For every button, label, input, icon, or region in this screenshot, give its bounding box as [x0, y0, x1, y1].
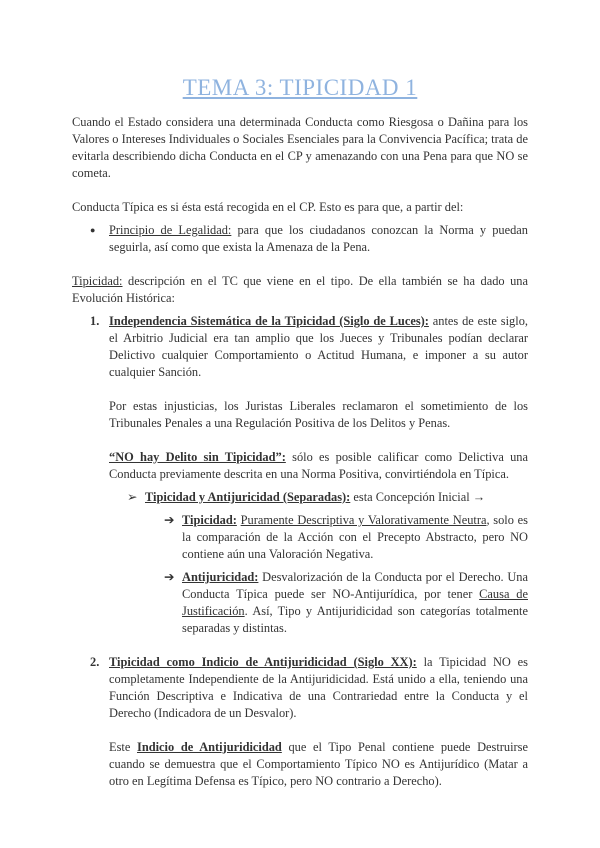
arrowhead-bullet-icon: ➢	[127, 490, 138, 504]
nodelito-term: “NO hay Delito sin Tipicidad”:	[109, 450, 286, 464]
tipicidad-sub-term: Tipicidad:	[182, 513, 237, 527]
item1-text: antes de este siglo, el Arbitrio Judicial era tan amplio que los Jueces y Tribunales podían declarar Delictivo cualquier Comportamiento o Actitud Humana, e imponer a su autor cualquier Sanción.	[109, 314, 528, 379]
tipicidad-definition	[72, 273, 528, 307]
tipicidad-sub-text: , solo es la comparación de la Acción con el Precepto Abstracto, pero NO contiene aún una Valoración Negativa.	[182, 513, 528, 561]
item2-term: Tipicidad como Indicio de Antijuridicidad (Siglo XX):	[109, 655, 417, 669]
principio-legalidad-text: para que los ciudadanos conozcan la Norma y puedan seguirla, así como que exista la Amenaza de la Pena.	[109, 223, 528, 254]
antijuricidad-text1: Desvalorización de la Conducta por el Derecho. Una Conducta Típica puede ser NO-Antijurídica, por tener	[182, 570, 528, 601]
item2-text: la Tipicidad NO es completamente Independiente de la Antijuridicidad. Está unido a ella, teniendo una Función Descriptiva e Indicativa de una Contrariedad entre la Conducta y el Derecho (Indicadora de un Desvalor).	[109, 655, 528, 720]
separadas-term: Tipicidad y Antijuricidad (Separadas):	[145, 490, 351, 504]
principio-legalidad-term: Principio de Legalidad:	[109, 223, 232, 237]
page-title: TEMA 3: TIPICIDAD 1	[182, 75, 418, 100]
item1-term: Independencia Sistemática de la Tipicidad (Siglo de Luces):	[109, 314, 429, 328]
tipicidad-text: descripción en el TC que viene en el tipo. De ella también se ha dado una Evolución Histórica:	[72, 274, 528, 305]
nested-list-item	[109, 512, 528, 563]
nested-list-item	[109, 569, 528, 637]
item1-paragraph2: Por estas injusticias, los Juristas Liberales reclamaron el sometimiento de los Tribunales Penales a una Regulación Positiva de los Delitos y Penas.	[109, 399, 528, 430]
item2-paragraph2	[109, 739, 528, 790]
item-number: 1.	[90, 314, 100, 328]
list-item-2	[72, 654, 528, 790]
tipicidad-sub-underlined: Puramente Descriptiva y Valorativamente Neutra	[240, 513, 487, 527]
antijuricidad-term: Antijuricidad:	[182, 570, 259, 584]
antijuricidad-text2: . Así, Tipo y Antijuridicidad son categorías totalmente separadas y distintas.	[182, 604, 528, 635]
sub-list-item	[109, 489, 528, 506]
tipicidad-term: Tipicidad:	[72, 274, 123, 288]
list-item	[72, 222, 528, 256]
item2-p2-b: que el Tipo Penal contiene puede Destruirse cuando se demuestra que el Comportamiento Típico NO es Antijurídico (Matar a otro en Legítima Defensa es Típico, pero NO contrario a Derecho).	[109, 740, 528, 788]
conducta-tipica-paragraph: Conducta Típica es si ésta está recogida en el CP. Esto es para que, a partir del:	[72, 200, 464, 214]
causa-justificacion: Causa de Justificación	[182, 587, 528, 618]
arrow-bullet-icon: ➔	[164, 570, 175, 584]
indicio-term: Indicio de Antijuridicidad	[137, 740, 282, 754]
arrow-bullet-icon: ➔	[164, 513, 175, 527]
bullet-icon: ●	[90, 225, 96, 235]
item-number: 2.	[90, 655, 100, 669]
separadas-text: esta Concepción Inicial →	[350, 490, 486, 504]
nodelito-text: sólo es posible calificar como Delictiva una Conducta previamente descrita en una Norma Positiva, convirtiéndola en Típica.	[109, 450, 528, 481]
document-page	[72, 74, 528, 790]
list-item-1	[72, 313, 528, 637]
item2-p2-a: Este	[109, 740, 137, 754]
intro-paragraph: Cuando el Estado considera una determinada Conducta como Riesgosa o Dañina para los Valores o Intereses Individuales o Sociales Esenciales para la Convivencia Pacífica; trata de evitarla describiendo dicha Conducta en el CP y amenazando con una Pena para que NO se cometa.	[72, 115, 528, 180]
